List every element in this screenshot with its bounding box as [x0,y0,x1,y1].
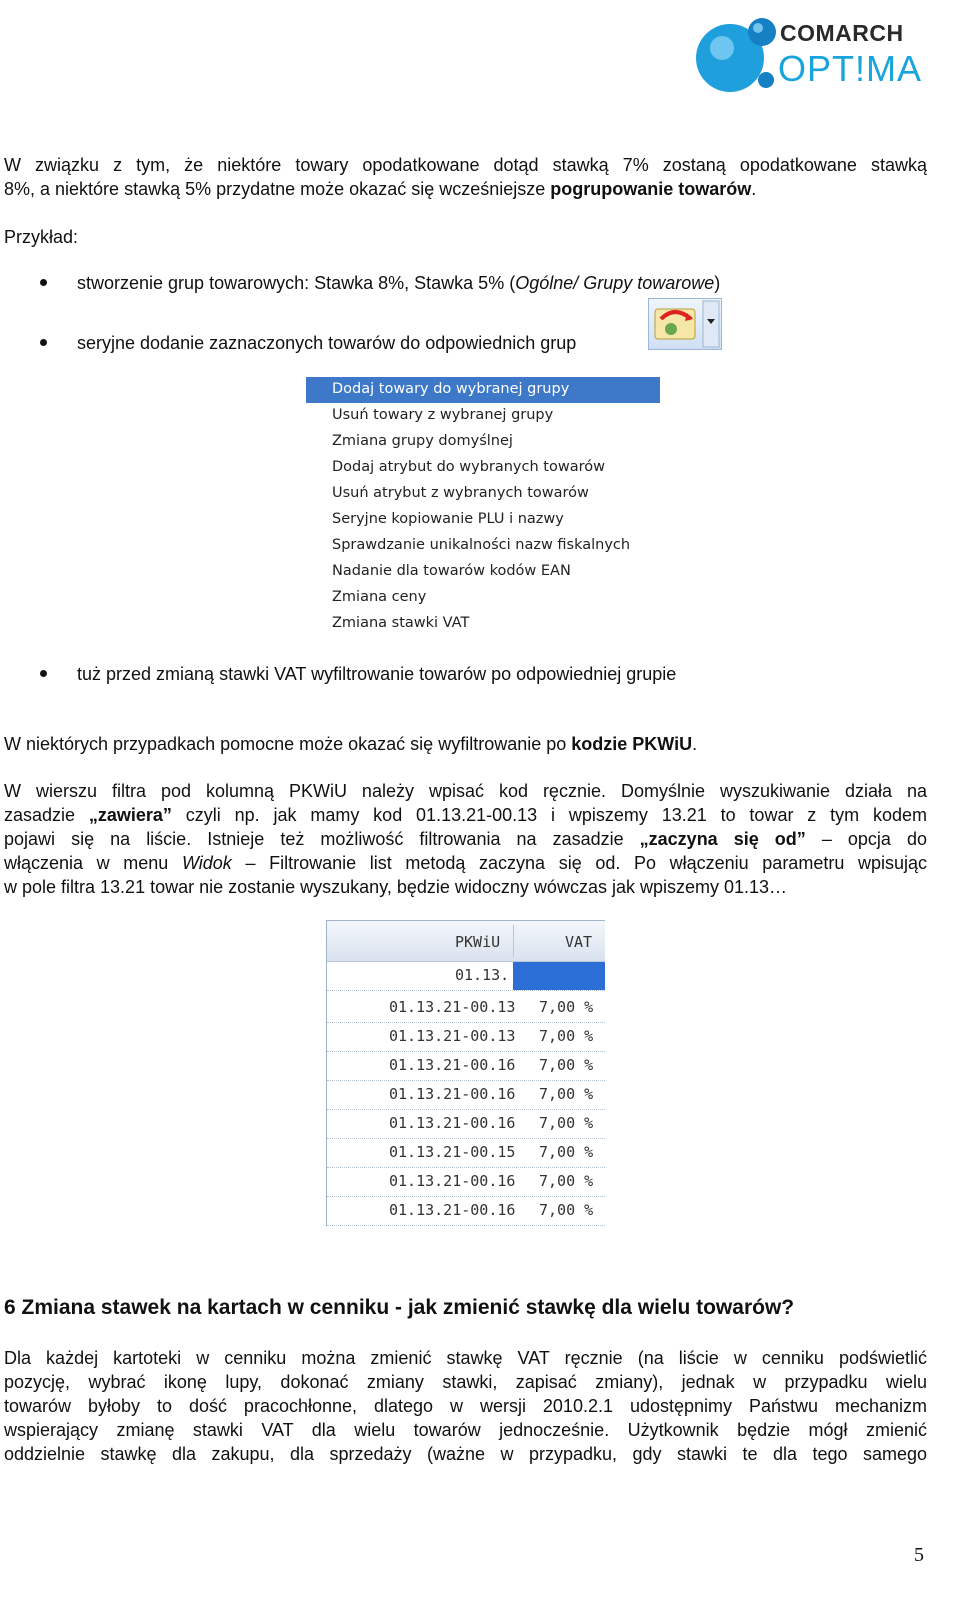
filter-text: włączenia w menu [4,853,182,873]
menu-item-label: Seryjne kopiowanie PLU i nazwy [332,511,564,527]
menu-item-remove-attribute[interactable] [306,481,660,507]
bullet-dot [40,670,47,677]
table-row[interactable] [327,1051,605,1081]
intro-line-1: W związku z tym, że niektóre towary opodatkowane dotąd stawką 7% zostaną opodatkowane stawką [4,155,927,175]
filter-input-vat[interactable] [513,962,605,990]
cell-vat: 7,00 % [539,1056,594,1074]
filter-line-5: w pole filtra 13.21 towar nie zostanie wyszukany, będzie widoczny wówczas jak wpiszemy 01.13… [4,877,788,897]
pkwiu-text: W niektórych przypadkach pomocne może okazać się wyfiltrowanie po [4,734,572,754]
bullet-item-add-to-group: seryjne dodanie zaznaczonych towarów do odpowiednich grup [77,333,577,353]
intro-line-2 [4,177,927,201]
section6-line-1: Dla każdej kartoteki w cenniku można zmienić stawkę VAT ręcznie (na liście w cenniku podświetlić [4,1348,927,1368]
filter-text: zasadzie [4,805,89,825]
pkwiu-period: . [692,734,698,754]
menu-item-label: Zmiana grupy domyślnej [332,433,513,449]
menu-item-add-attribute[interactable] [306,455,660,481]
table-row[interactable] [327,1138,605,1168]
column-header-vat[interactable]: VAT [565,933,593,951]
column-header-pkwiu[interactable]: PKWiU [455,933,501,951]
comarch-optima-logo [692,4,942,100]
pkwiu-emphasis: kodzie PKWiU [571,734,693,754]
filter-line-3 [4,827,927,851]
grid-header [327,921,605,962]
menu-item-label: Usuń towary z wybranej grupy [332,407,554,423]
menu-item-assign-ean[interactable] [306,559,660,585]
filter-line-4 [4,851,927,875]
cell-vat: 7,00 % [539,1027,594,1045]
table-row[interactable] [327,993,605,1023]
filter-emphasis-contains: „zawiera” [88,805,172,825]
bullet-item-groups [77,271,720,295]
table-row[interactable] [327,1109,605,1139]
logo-bubbles-icon [692,4,782,100]
bullet-item-filter-by-group: tuż przed zmianą stawki VAT wyfiltrowanie towarów po odpowiedniej grupie [77,664,677,684]
section6-line-3: towarów byłoby to dość pracochłonne, dlatego w wersji 2010.2.1 udostępnimy Państwu mechanizm [4,1396,927,1416]
menu-item-change-vat[interactable] [306,611,660,637]
table-row[interactable] [327,1196,605,1226]
menu-item-label: Zmiana ceny [332,589,427,605]
table-row[interactable] [327,1022,605,1052]
cell-vat: 7,00 % [539,1143,594,1161]
page-number: 5 [914,1544,924,1566]
cell-vat: 7,00 % [539,1085,594,1103]
filter-text: pojawi się na liście. Istnieje też możliwość filtrowania na zasadzie [4,829,640,849]
cell-pkwiu: 01.13.21-00.16 [389,1085,516,1103]
section6-line-4: wspierający zmianę stawki VAT dla wielu towarów jednocześnie. Użytkownik będzie mógł zmienić [4,1420,927,1440]
bullet-dot [40,279,47,286]
filter-text: czyli np. jak mamy kod 01.13.21-00.13 i wpiszemy 13.21 to towar z tym kodem [171,805,927,825]
cell-pkwiu: 01.13.21-00.13 [389,1027,516,1045]
menu-item-change-price[interactable] [306,585,660,611]
logo-text-comarch: COMARCH [780,20,904,46]
cell-vat: 7,00 % [539,1172,594,1190]
group-actions-icon [649,299,721,349]
cell-pkwiu: 01.13.21-00.15 [389,1143,516,1161]
filter-text: – opcja do [805,829,927,849]
filter-emphasis-starts-with: „zaczyna się od” [639,829,806,849]
pkwiu-paragraph [4,732,697,756]
menu-item-label: Sprawdzanie unikalności nazw fiskalnych [332,537,631,553]
filter-row [327,962,605,991]
menu-item-change-default-group[interactable] [306,429,660,455]
example-label: Przykład: [4,227,79,247]
intro-period: . [751,179,757,199]
table-row[interactable] [327,1080,605,1110]
context-menu [306,377,660,637]
filter-line-1: W wierszu filtra pod kolumną PKWiU należy wpisać kod ręcznie. Domyślnie wyszukiwanie działa na [4,781,927,801]
filter-input-pkwiu[interactable]: 01.13. [455,966,510,984]
cell-pkwiu: 01.13.21-00.13 [389,998,516,1016]
filter-menu-name: Widok [181,853,232,873]
menu-path: Ogólne/ Grupy towarowe [515,273,715,293]
bullet-dot [40,339,47,346]
menu-item-add-to-group[interactable] [306,377,660,403]
bullet-text: stworzenie grup towarowych: Stawka 8%, Stawka 5% ( [77,273,516,293]
section6-line-5: oddzielnie stawkę dla zakupu, dla sprzedaży (ważne w przypadku, gdy stawki te dla tego samego [4,1444,927,1464]
intro-emphasis: pogrupowanie towarów [550,179,752,199]
section-heading-6: 6 Zmiana stawek na kartach w cenniku - jak zmienić stawkę dla wielu towarów? [4,1296,795,1319]
filter-text: – Filtrowanie list metodą zaczyna się od. Po włączeniu parametru wpisując [231,853,927,873]
filter-line-2 [4,803,927,827]
menu-item-label: Zmiana stawki VAT [332,615,470,631]
intro-text: 8%, a niektóre stawką 5% przydatne może okazać się wcześniejsze [4,179,551,199]
cell-pkwiu: 01.13.21-00.16 [389,1114,516,1132]
menu-item-copy-plu[interactable] [306,507,660,533]
logo-text-optima: OPT!MA [778,48,923,89]
menu-item-label: Dodaj atrybut do wybranych towarów [332,459,605,475]
column-divider [513,925,514,957]
cell-vat: 7,00 % [539,1201,594,1219]
section6-line-2: pozycję, wybrać ikonę lupy, dokonać zmiany stawki, zapisać zmiany), jednak w przypadku wielu [4,1372,927,1392]
menu-item-remove-from-group[interactable] [306,403,660,429]
menu-item-check-fiscal-names[interactable] [306,533,660,559]
menu-item-label: Usuń atrybut z wybranych towarów [332,485,589,501]
cell-pkwiu: 01.13.21-00.16 [389,1172,516,1190]
group-actions-toolbar-button[interactable] [648,298,722,350]
pkwiu-vat-grid [326,920,605,1226]
menu-item-label: Nadanie dla towarów kodów EAN [332,563,571,579]
bullet-text-end: ) [714,273,721,293]
cell-vat: 7,00 % [539,1114,594,1132]
cell-pkwiu: 01.13.21-00.16 [389,1056,516,1074]
cell-pkwiu: 01.13.21-00.16 [389,1201,516,1219]
cell-vat: 7,00 % [539,998,594,1016]
menu-item-label: Dodaj towary do wybranej grupy [332,381,570,397]
table-row[interactable] [327,1167,605,1197]
